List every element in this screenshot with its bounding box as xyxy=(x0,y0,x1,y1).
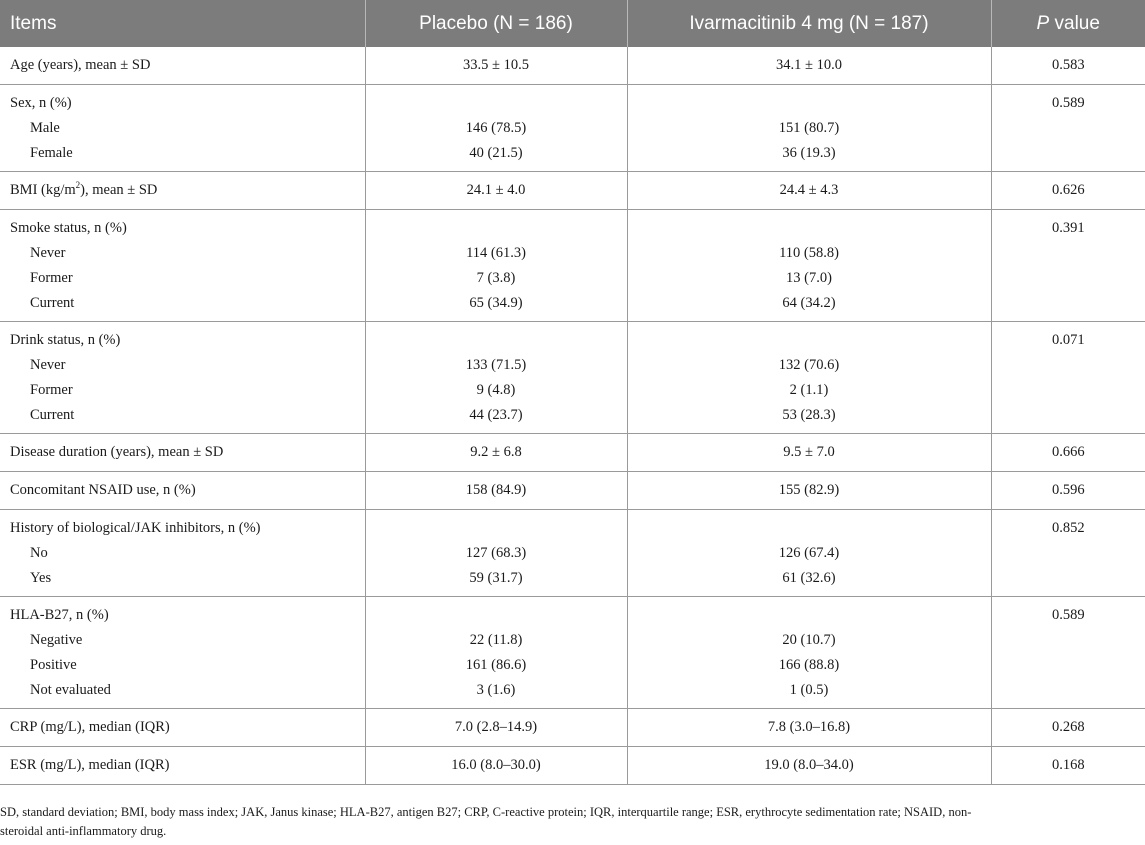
placebo-value: 7 (3.8) xyxy=(476,270,516,286)
placebo-value: 16.0 (8.0–30.0) xyxy=(451,757,541,773)
sublabel-current: Current xyxy=(30,295,75,311)
row-label-sex: Sex, n (%) xyxy=(10,95,72,111)
table-row-drink xyxy=(0,322,1145,434)
placebo-value: 22 (11.8) xyxy=(469,632,523,648)
row-label-hla-b27: HLA-B27, n (%) xyxy=(10,607,109,623)
placebo-value: 24.1 ± 4.0 xyxy=(466,182,526,198)
placebo-value: 40 (21.5) xyxy=(469,145,523,161)
ivarmacitinib-value: 7.8 (3.0–16.8) xyxy=(767,719,851,735)
ivarmacitinib-value: 126 (67.4) xyxy=(778,545,840,561)
table-row-hla-b27 xyxy=(0,597,1145,709)
sublabel-never: Never xyxy=(30,245,66,261)
p-value: 0.583 xyxy=(1051,57,1085,73)
placebo-value: 114 (61.3) xyxy=(466,245,526,261)
sublabel-yes: Yes xyxy=(30,570,52,586)
placebo-value: 44 (23.7) xyxy=(469,407,523,423)
sublabel-positive: Positive xyxy=(30,657,77,673)
row-label-age: Age (years), mean ± SD xyxy=(10,57,151,73)
table-row-crp xyxy=(0,709,1145,747)
ivarmacitinib-value: 53 (28.3) xyxy=(782,407,836,423)
p-value: 0.589 xyxy=(1051,95,1085,111)
header-ivarmacitinib: Ivarmacitinib 4 mg (N = 187) xyxy=(627,0,991,47)
ivarmacitinib-value: 19.0 (8.0–34.0) xyxy=(764,757,854,773)
header-p-letter: P xyxy=(1036,12,1050,34)
row-label-smoke: Smoke status, n (%) xyxy=(10,220,127,236)
p-value: 0.852 xyxy=(1051,520,1085,536)
placebo-value: 161 (86.6) xyxy=(465,657,527,673)
placebo-value: 158 (84.9) xyxy=(465,482,527,498)
row-label-bmi: BMI $(kg/m^2)$, mean ± SD xyxy=(10,180,158,198)
p-value: 0.596 xyxy=(1051,482,1085,498)
ivarmacitinib-value: 110 (58.8) xyxy=(779,245,839,261)
ivarmacitinib-value: 2 (1.1) xyxy=(789,382,829,398)
header-placebo: Placebo (N = 186) xyxy=(365,0,627,47)
sublabel-no: No xyxy=(30,545,48,561)
ivarmacitinib-value: 1 (0.5) xyxy=(789,682,829,698)
ivarmacitinib-value: 13 (7.0) xyxy=(786,270,832,286)
table-header-row xyxy=(0,0,1145,47)
row-label-nsaid: Concomitant NSAID use, n (%) xyxy=(10,482,196,498)
table-footnote xyxy=(0,803,1145,841)
footnote-line-2: steroidal anti-inflammatory drug. xyxy=(0,824,167,838)
ivarmacitinib-value: 61 (32.6) xyxy=(782,570,836,586)
sublabel-former: Former xyxy=(30,270,73,286)
placebo-value: 59 (31.7) xyxy=(469,570,523,586)
ivarmacitinib-value: 151 (80.7) xyxy=(778,120,840,136)
sublabel-negative: Negative xyxy=(30,632,83,648)
table-row-disease-duration xyxy=(0,434,1145,472)
table-row-history xyxy=(0,510,1145,597)
placebo-value: 127 (68.3) xyxy=(465,545,527,561)
table-row-smoke xyxy=(0,210,1145,322)
row-label-esr: ESR (mg/L), median (IQR) xyxy=(10,757,170,773)
row-label-history: History of biological/JAK inhibitors, n (%) xyxy=(10,520,261,536)
p-value: 0.071 xyxy=(1051,332,1085,348)
placebo-value: 3 (1.6) xyxy=(476,682,516,698)
ivarmacitinib-value: 24.4 ± 4.3 xyxy=(779,182,839,198)
header-items: Items xyxy=(0,0,365,47)
sublabel-female: Female xyxy=(30,145,73,161)
row-label-crp: CRP (mg/L), median (IQR) xyxy=(10,719,170,735)
table-row-age xyxy=(0,47,1145,85)
placebo-value: 65 (34.9) xyxy=(469,295,523,311)
sublabel-current: Current xyxy=(30,407,75,423)
table-row-nsaid xyxy=(0,472,1145,510)
ivarmacitinib-value: 166 (88.8) xyxy=(778,657,840,673)
ivarmacitinib-value: 34.1 ± 10.0 xyxy=(776,57,842,73)
table-row-esr xyxy=(0,747,1145,785)
p-value: 0.391 xyxy=(1051,220,1085,236)
ivarmacitinib-value: 132 (70.6) xyxy=(778,357,840,373)
sublabel-not-evaluated: Not evaluated xyxy=(30,682,111,698)
placebo-value: 146 (78.5) xyxy=(465,120,527,136)
header-p-value xyxy=(991,0,1145,47)
ivarmacitinib-value: 155 (82.9) xyxy=(778,482,840,498)
table-row-sex xyxy=(0,85,1145,172)
header-p-suffix: value xyxy=(1049,12,1100,34)
p-value: 0.626 xyxy=(1051,182,1085,198)
row-label-disease-duration: Disease duration (years), mean ± SD xyxy=(10,444,224,460)
p-value: 0.268 xyxy=(1051,719,1085,735)
placebo-value: 7.0 (2.8–14.9) xyxy=(454,719,538,735)
row-label-drink: Drink status, n (%) xyxy=(10,332,121,348)
sublabel-never: Never xyxy=(30,357,66,373)
sublabel-former: Former xyxy=(30,382,73,398)
ivarmacitinib-value: 20 (10.7) xyxy=(782,632,836,648)
placebo-value: 33.5 ± 10.5 xyxy=(463,57,529,73)
table-row-bmi xyxy=(0,172,1145,210)
placebo-value: 133 (71.5) xyxy=(465,357,527,373)
ivarmacitinib-value: 64 (34.2) xyxy=(782,295,836,311)
sublabel-male: Male xyxy=(30,120,60,136)
placebo-value: 9.2 ± 6.8 xyxy=(470,444,522,460)
placebo-value: 9 (4.8) xyxy=(476,382,516,398)
p-value: 0.168 xyxy=(1051,757,1085,773)
ivarmacitinib-value: 9.5 ± 7.0 xyxy=(783,444,835,460)
p-value: 0.666 xyxy=(1051,444,1085,460)
ivarmacitinib-value: 36 (19.3) xyxy=(782,145,836,161)
footnote-line-1: SD, standard deviation; BMI, body mass index; JAK, Janus kinase; HLA-B27, antigen B27; CRP, C-reactive protein; IQR, interquartile range; ESR, erythrocyte sedimentation rate; NSAID, non- xyxy=(0,805,972,819)
p-value: 0.589 xyxy=(1051,607,1085,623)
